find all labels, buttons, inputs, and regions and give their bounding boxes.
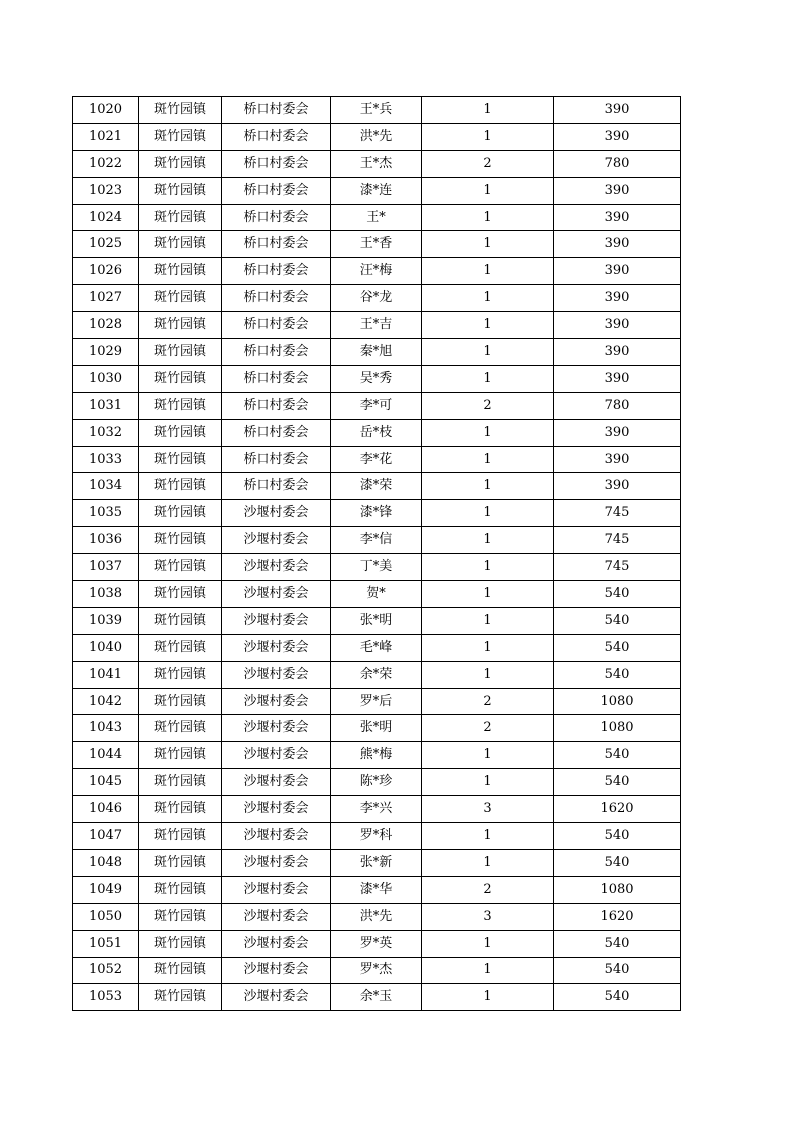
row-number-cell: 1036 (73, 527, 139, 554)
village-committee-cell: 沙堰村委会 (222, 661, 331, 688)
count-cell: 2 (422, 688, 554, 715)
row-number-cell: 1031 (73, 392, 139, 419)
table-row (73, 527, 681, 554)
town-cell: 斑竹园镇 (139, 930, 222, 957)
row-number-cell: 1029 (73, 339, 139, 366)
name-cell: 岳*枝 (331, 419, 422, 446)
row-number-cell: 1025 (73, 231, 139, 258)
amount-cell: 1080 (554, 715, 681, 742)
town-cell: 斑竹园镇 (139, 285, 222, 312)
village-committee-cell: 沙堰村委会 (222, 849, 331, 876)
count-cell: 1 (422, 177, 554, 204)
name-cell: 王*香 (331, 231, 422, 258)
amount-cell: 390 (554, 258, 681, 285)
village-committee-cell: 桥口村委会 (222, 285, 331, 312)
name-cell: 汪*梅 (331, 258, 422, 285)
roster-table-body (73, 97, 681, 1011)
town-cell: 斑竹园镇 (139, 634, 222, 661)
table-row (73, 392, 681, 419)
amount-cell: 390 (554, 312, 681, 339)
count-cell: 1 (422, 312, 554, 339)
name-cell: 贺* (331, 581, 422, 608)
name-cell: 漆*锋 (331, 500, 422, 527)
town-cell: 斑竹园镇 (139, 231, 222, 258)
row-number-cell: 1047 (73, 823, 139, 850)
count-cell: 1 (422, 823, 554, 850)
row-number-cell: 1024 (73, 204, 139, 231)
town-cell: 斑竹园镇 (139, 661, 222, 688)
row-number-cell: 1048 (73, 849, 139, 876)
row-number-cell: 1045 (73, 769, 139, 796)
name-cell: 李*信 (331, 527, 422, 554)
table-row (73, 930, 681, 957)
count-cell: 1 (422, 365, 554, 392)
row-number-cell: 1051 (73, 930, 139, 957)
village-committee-cell: 沙堰村委会 (222, 607, 331, 634)
count-cell: 3 (422, 903, 554, 930)
village-committee-cell: 桥口村委会 (222, 446, 331, 473)
name-cell: 张*明 (331, 715, 422, 742)
amount-cell: 390 (554, 365, 681, 392)
count-cell: 2 (422, 876, 554, 903)
table-row (73, 849, 681, 876)
town-cell: 斑竹园镇 (139, 473, 222, 500)
table-row (73, 339, 681, 366)
town-cell: 斑竹园镇 (139, 903, 222, 930)
count-cell: 1 (422, 581, 554, 608)
town-cell: 斑竹园镇 (139, 97, 222, 124)
name-cell: 余*玉 (331, 984, 422, 1011)
table-row (73, 473, 681, 500)
town-cell: 斑竹园镇 (139, 581, 222, 608)
town-cell: 斑竹园镇 (139, 312, 222, 339)
table-row (73, 769, 681, 796)
row-number-cell: 1053 (73, 984, 139, 1011)
town-cell: 斑竹园镇 (139, 849, 222, 876)
count-cell: 1 (422, 634, 554, 661)
count-cell: 1 (422, 123, 554, 150)
table-row (73, 285, 681, 312)
count-cell: 1 (422, 769, 554, 796)
village-committee-cell: 沙堰村委会 (222, 903, 331, 930)
count-cell: 1 (422, 661, 554, 688)
name-cell: 罗*杰 (331, 957, 422, 984)
village-committee-cell: 沙堰村委会 (222, 634, 331, 661)
count-cell: 1 (422, 473, 554, 500)
amount-cell: 390 (554, 123, 681, 150)
village-committee-cell: 桥口村委会 (222, 177, 331, 204)
town-cell: 斑竹园镇 (139, 258, 222, 285)
amount-cell: 390 (554, 97, 681, 124)
village-committee-cell: 桥口村委会 (222, 204, 331, 231)
village-committee-cell: 桥口村委会 (222, 473, 331, 500)
row-number-cell: 1046 (73, 796, 139, 823)
count-cell: 1 (422, 419, 554, 446)
count-cell: 1 (422, 554, 554, 581)
village-committee-cell: 沙堰村委会 (222, 796, 331, 823)
row-number-cell: 1052 (73, 957, 139, 984)
name-cell: 王*吉 (331, 312, 422, 339)
village-committee-cell: 沙堰村委会 (222, 984, 331, 1011)
count-cell: 1 (422, 500, 554, 527)
row-number-cell: 1020 (73, 97, 139, 124)
name-cell: 熊*梅 (331, 742, 422, 769)
name-cell: 漆*连 (331, 177, 422, 204)
table-row (73, 419, 681, 446)
row-number-cell: 1028 (73, 312, 139, 339)
row-number-cell: 1027 (73, 285, 139, 312)
amount-cell: 540 (554, 823, 681, 850)
name-cell: 罗*英 (331, 930, 422, 957)
amount-cell: 390 (554, 285, 681, 312)
row-number-cell: 1026 (73, 258, 139, 285)
count-cell: 1 (422, 204, 554, 231)
table-row (73, 123, 681, 150)
table-row (73, 500, 681, 527)
table-row (73, 634, 681, 661)
count-cell: 1 (422, 849, 554, 876)
amount-cell: 540 (554, 957, 681, 984)
village-committee-cell: 桥口村委会 (222, 339, 331, 366)
amount-cell: 390 (554, 473, 681, 500)
name-cell: 吴*秀 (331, 365, 422, 392)
row-number-cell: 1034 (73, 473, 139, 500)
name-cell: 洪*先 (331, 903, 422, 930)
village-committee-cell: 桥口村委会 (222, 258, 331, 285)
table-row (73, 231, 681, 258)
name-cell: 罗*后 (331, 688, 422, 715)
name-cell: 李*可 (331, 392, 422, 419)
count-cell: 1 (422, 930, 554, 957)
row-number-cell: 1030 (73, 365, 139, 392)
count-cell: 1 (422, 339, 554, 366)
amount-cell: 780 (554, 150, 681, 177)
village-committee-cell: 桥口村委会 (222, 312, 331, 339)
table-row (73, 876, 681, 903)
table-row (73, 715, 681, 742)
table-row (73, 688, 681, 715)
name-cell: 王*兵 (331, 97, 422, 124)
row-number-cell: 1041 (73, 661, 139, 688)
amount-cell: 390 (554, 204, 681, 231)
town-cell: 斑竹园镇 (139, 742, 222, 769)
town-cell: 斑竹园镇 (139, 715, 222, 742)
village-committee-cell: 桥口村委会 (222, 150, 331, 177)
amount-cell: 390 (554, 419, 681, 446)
table-row (73, 796, 681, 823)
town-cell: 斑竹园镇 (139, 177, 222, 204)
town-cell: 斑竹园镇 (139, 607, 222, 634)
amount-cell: 745 (554, 500, 681, 527)
name-cell: 漆*华 (331, 876, 422, 903)
amount-cell: 540 (554, 930, 681, 957)
table-row (73, 365, 681, 392)
count-cell: 1 (422, 97, 554, 124)
table-row (73, 607, 681, 634)
row-number-cell: 1033 (73, 446, 139, 473)
village-committee-cell: 沙堰村委会 (222, 769, 331, 796)
village-committee-cell: 桥口村委会 (222, 97, 331, 124)
town-cell: 斑竹园镇 (139, 769, 222, 796)
amount-cell: 1080 (554, 688, 681, 715)
count-cell: 1 (422, 742, 554, 769)
amount-cell: 390 (554, 339, 681, 366)
table-row (73, 312, 681, 339)
town-cell: 斑竹园镇 (139, 365, 222, 392)
count-cell: 1 (422, 231, 554, 258)
count-cell: 1 (422, 957, 554, 984)
village-committee-cell: 沙堰村委会 (222, 527, 331, 554)
village-committee-cell: 桥口村委会 (222, 365, 331, 392)
amount-cell: 745 (554, 527, 681, 554)
amount-cell: 1620 (554, 903, 681, 930)
name-cell: 洪*先 (331, 123, 422, 150)
name-cell: 余*荣 (331, 661, 422, 688)
town-cell: 斑竹园镇 (139, 204, 222, 231)
row-number-cell: 1038 (73, 581, 139, 608)
amount-cell: 745 (554, 554, 681, 581)
count-cell: 1 (422, 984, 554, 1011)
village-committee-cell: 沙堰村委会 (222, 500, 331, 527)
amount-cell: 390 (554, 231, 681, 258)
table-row (73, 554, 681, 581)
town-cell: 斑竹园镇 (139, 688, 222, 715)
name-cell: 王*杰 (331, 150, 422, 177)
count-cell: 1 (422, 258, 554, 285)
table-row (73, 661, 681, 688)
village-committee-cell: 沙堰村委会 (222, 876, 331, 903)
town-cell: 斑竹园镇 (139, 339, 222, 366)
village-committee-cell: 沙堰村委会 (222, 930, 331, 957)
table-row (73, 204, 681, 231)
name-cell: 秦*旭 (331, 339, 422, 366)
village-committee-cell: 桥口村委会 (222, 392, 331, 419)
row-number-cell: 1035 (73, 500, 139, 527)
count-cell: 1 (422, 446, 554, 473)
amount-cell: 540 (554, 742, 681, 769)
count-cell: 2 (422, 150, 554, 177)
row-number-cell: 1043 (73, 715, 139, 742)
village-committee-cell: 桥口村委会 (222, 419, 331, 446)
amount-cell: 540 (554, 581, 681, 608)
village-committee-cell: 沙堰村委会 (222, 823, 331, 850)
town-cell: 斑竹园镇 (139, 446, 222, 473)
name-cell: 谷*龙 (331, 285, 422, 312)
table-row (73, 742, 681, 769)
amount-cell: 1080 (554, 876, 681, 903)
village-committee-cell: 沙堰村委会 (222, 688, 331, 715)
row-number-cell: 1032 (73, 419, 139, 446)
count-cell: 2 (422, 715, 554, 742)
row-number-cell: 1040 (73, 634, 139, 661)
amount-cell: 540 (554, 849, 681, 876)
town-cell: 斑竹园镇 (139, 554, 222, 581)
town-cell: 斑竹园镇 (139, 392, 222, 419)
row-number-cell: 1021 (73, 123, 139, 150)
name-cell: 丁*美 (331, 554, 422, 581)
town-cell: 斑竹园镇 (139, 984, 222, 1011)
amount-cell: 540 (554, 607, 681, 634)
village-committee-cell: 沙堰村委会 (222, 554, 331, 581)
row-number-cell: 1023 (73, 177, 139, 204)
table-row (73, 903, 681, 930)
amount-cell: 540 (554, 984, 681, 1011)
town-cell: 斑竹园镇 (139, 796, 222, 823)
row-number-cell: 1049 (73, 876, 139, 903)
row-number-cell: 1022 (73, 150, 139, 177)
name-cell: 陈*珍 (331, 769, 422, 796)
row-number-cell: 1044 (73, 742, 139, 769)
village-committee-cell: 沙堰村委会 (222, 742, 331, 769)
amount-cell: 540 (554, 661, 681, 688)
name-cell: 毛*峰 (331, 634, 422, 661)
village-committee-cell: 桥口村委会 (222, 123, 331, 150)
amount-cell: 390 (554, 446, 681, 473)
village-committee-cell: 沙堰村委会 (222, 957, 331, 984)
village-committee-cell: 桥口村委会 (222, 231, 331, 258)
town-cell: 斑竹园镇 (139, 823, 222, 850)
name-cell: 罗*科 (331, 823, 422, 850)
table-row (73, 177, 681, 204)
table-row (73, 446, 681, 473)
name-cell: 王* (331, 204, 422, 231)
row-number-cell: 1037 (73, 554, 139, 581)
village-committee-cell: 沙堰村委会 (222, 715, 331, 742)
table-row (73, 823, 681, 850)
town-cell: 斑竹园镇 (139, 150, 222, 177)
town-cell: 斑竹园镇 (139, 500, 222, 527)
town-cell: 斑竹园镇 (139, 419, 222, 446)
village-committee-cell: 沙堰村委会 (222, 581, 331, 608)
town-cell: 斑竹园镇 (139, 123, 222, 150)
row-number-cell: 1050 (73, 903, 139, 930)
roster-table (72, 96, 681, 1011)
count-cell: 2 (422, 392, 554, 419)
name-cell: 李*兴 (331, 796, 422, 823)
amount-cell: 540 (554, 769, 681, 796)
table-row (73, 984, 681, 1011)
town-cell: 斑竹园镇 (139, 876, 222, 903)
row-number-cell: 1039 (73, 607, 139, 634)
name-cell: 张*新 (331, 849, 422, 876)
amount-cell: 540 (554, 634, 681, 661)
name-cell: 李*花 (331, 446, 422, 473)
amount-cell: 1620 (554, 796, 681, 823)
name-cell: 张*明 (331, 607, 422, 634)
town-cell: 斑竹园镇 (139, 527, 222, 554)
table-row (73, 581, 681, 608)
name-cell: 漆*荣 (331, 473, 422, 500)
table-row (73, 258, 681, 285)
amount-cell: 780 (554, 392, 681, 419)
count-cell: 3 (422, 796, 554, 823)
count-cell: 1 (422, 527, 554, 554)
table-row (73, 97, 681, 124)
amount-cell: 390 (554, 177, 681, 204)
row-number-cell: 1042 (73, 688, 139, 715)
count-cell: 1 (422, 285, 554, 312)
table-row (73, 150, 681, 177)
table-row (73, 957, 681, 984)
count-cell: 1 (422, 607, 554, 634)
town-cell: 斑竹园镇 (139, 957, 222, 984)
